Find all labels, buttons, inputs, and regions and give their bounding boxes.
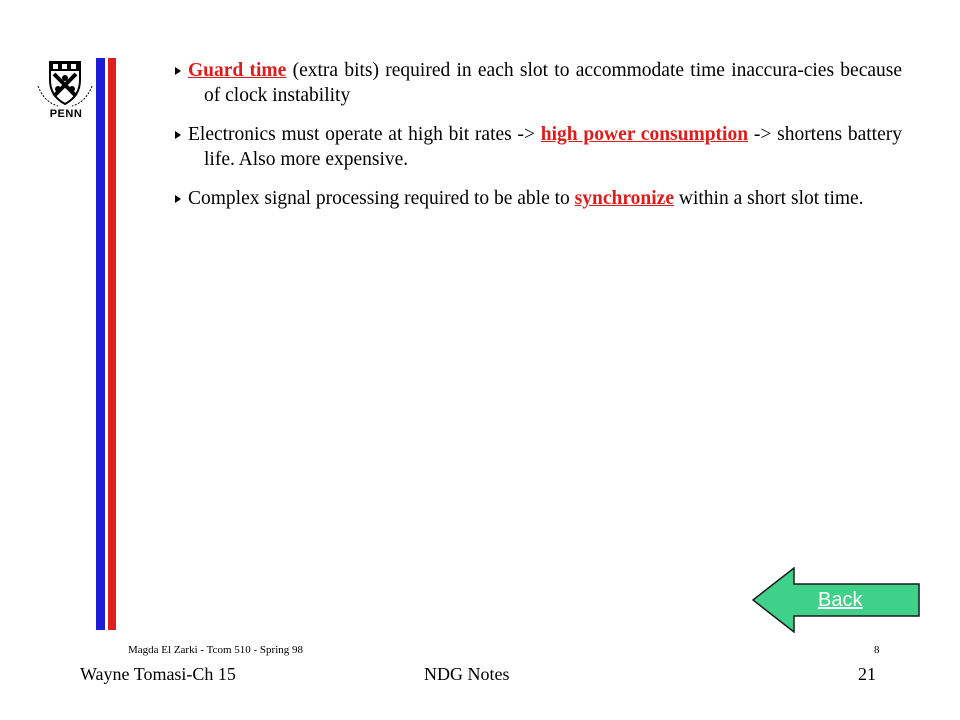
back-button-label[interactable]: Back (818, 589, 863, 611)
bullet-marker-icon (174, 130, 182, 140)
footer-page-number: 21 (858, 664, 876, 684)
highlight-term: high power consumption (540, 124, 749, 145)
bullet-list (186, 58, 902, 225)
back-button[interactable] (752, 567, 920, 633)
stripe-blue (96, 58, 105, 630)
stripe-red (108, 58, 116, 630)
bullet-text-before: Complex signal processing required to be able to (188, 188, 575, 209)
bullet-text (186, 122, 902, 172)
highlight-term: Guard time (188, 60, 287, 81)
highlight-term: synchronize (574, 188, 674, 209)
footer-author: Wayne Tomasi-Ch 15 (80, 664, 236, 684)
bullet-text-before: Electronics must operate at high bit rates -> (188, 124, 541, 145)
logo-text: PENN (49, 108, 83, 120)
slide-footer-credit: Magda El Zarki - Tcom 510 - Spring 98 (128, 644, 303, 656)
bullet-text (186, 58, 902, 108)
slide-footer-page: 8 (874, 644, 880, 656)
bullet-item (186, 58, 902, 108)
bullet-text-after: (extra bits) required in each slot to accommodate time inaccura-cies because of clock instability (204, 60, 903, 106)
bullet-marker-icon (174, 194, 182, 204)
bullet-item (186, 186, 902, 211)
bullet-text (186, 186, 902, 211)
bullet-text-after: within a short slot time. (673, 188, 864, 209)
bullet-item (186, 122, 902, 172)
footer-title: NDG Notes (424, 664, 510, 684)
bullet-text-after: -> shortens battery life. Also more expensive. (204, 124, 902, 170)
bullet-marker-icon (174, 66, 182, 76)
